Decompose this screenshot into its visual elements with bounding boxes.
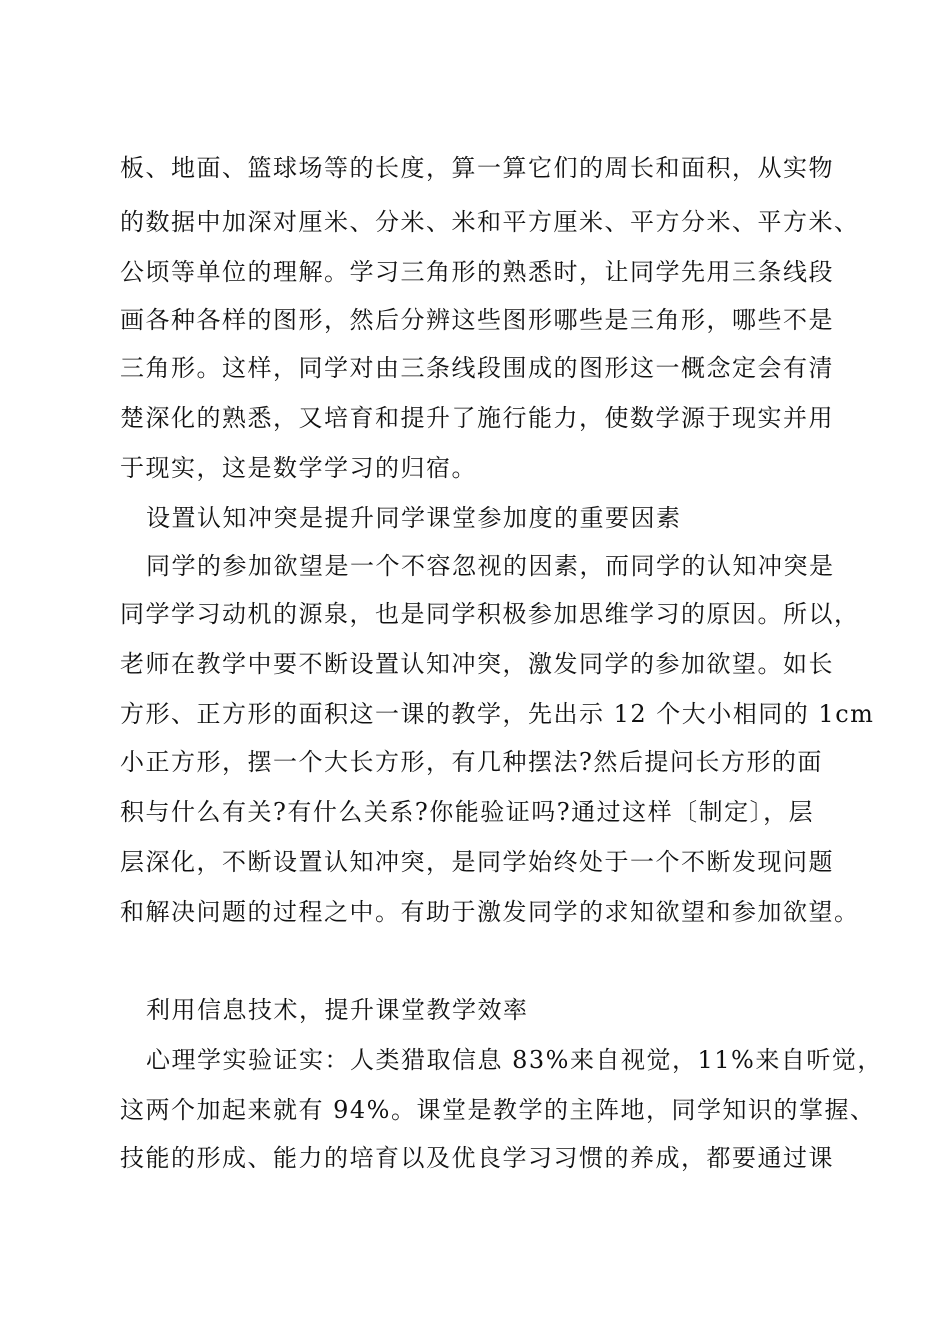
- paragraph-line: 三角形。这样，同学对由三条线段围成的图形这一概念定会有清: [120, 354, 834, 382]
- paragraph-line: 老师在教学中要不断设置认知冲突，激发同学的参加欲望。如长: [120, 650, 834, 678]
- paragraph-line: 同学学习动机的源泉，也是同学积极参加思维学习的原因。所以，: [120, 600, 860, 628]
- paragraph-line: 的数据中加深对厘米、分米、米和平方厘米、平方分米、平方米、: [120, 208, 860, 236]
- paragraph-line: 公顷等单位的理解。学习三角形的熟悉时，让同学先用三条线段: [120, 258, 834, 286]
- paragraph-line: 心理学实验证实：人类猎取信息 83%来自视觉，11%来自听觉，: [146, 1046, 883, 1074]
- paragraph-line: 和解决问题的过程之中。有助于激发同学的求知欲望和参加欲望。: [120, 898, 860, 926]
- paragraph-line: 积与什么有关?有什么关系?你能验证吗?通过这样〔制定〕，层: [120, 798, 815, 826]
- paragraph-line: 板、地面、篮球场等的长度，算一算它们的周长和面积，从实物: [120, 154, 834, 182]
- paragraph-line: 小正方形，摆一个大长方形，有几种摆法?然后提问长方形的面: [120, 748, 823, 776]
- paragraph-line: 楚深化的熟悉，又培育和提升了施行能力，使数学源于现实并用: [120, 404, 834, 432]
- paragraph-line: 这两个加起来就有 94%。课堂是教学的主阵地，同学知识的掌握、: [120, 1096, 876, 1124]
- paragraph-line: 画各种各样的图形，然后分辨这些图形哪些是三角形，哪些不是: [120, 306, 834, 334]
- section-heading: 设置认知冲突是提升同学课堂参加度的重要因素: [146, 504, 682, 532]
- paragraph-line: 同学的参加欲望是一个不容忽视的因素，而同学的认知冲突是: [146, 552, 835, 580]
- paragraph-line: 技能的形成、能力的培育以及优良学习习惯的养成，都要通过课: [120, 1144, 834, 1172]
- paragraph-line: 方形、正方形的面积这一课的教学，先出示 12 个大小相同的 1cm: [120, 700, 875, 728]
- section-heading: 利用信息技术，提升课堂教学效率: [146, 996, 529, 1024]
- paragraph-line: 于现实，这是数学学习的归宿。: [120, 454, 477, 482]
- paragraph-line: 层深化，不断设置认知冲突，是同学始终处于一个不断发现问题: [120, 848, 834, 876]
